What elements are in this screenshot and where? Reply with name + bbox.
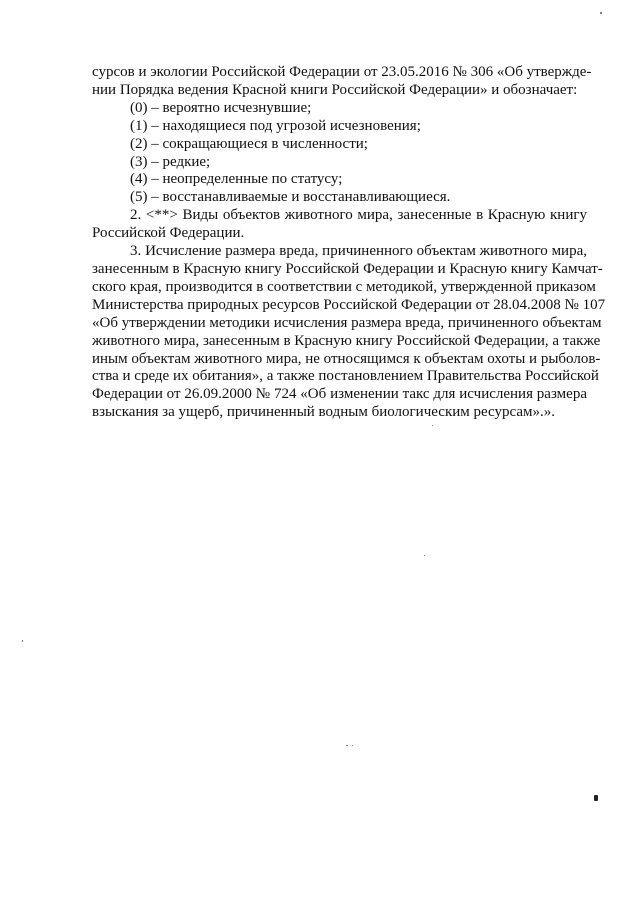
text-line: ского края, производится в соответствии с методикой, утвержденной приказом	[92, 278, 596, 295]
paragraph-3	[92, 243, 606, 422]
category-item: (1) – находящиеся под угрозой исчезновения;	[130, 117, 421, 134]
text-line: взыскания за ущерб, причиненный водным биологическим ресурсам».».	[92, 404, 555, 421]
category-item: (5) – восстанавливаемые и восстанавливающиеся.	[130, 189, 451, 206]
text-line: нии Порядка ведения Красной книги Российской Федерации» и обозначает:	[92, 81, 578, 98]
text-line: 3. Исчисление размера вреда, причиненного объектам животного мира,	[130, 243, 587, 260]
text-line: занесенным в Красную книгу Российской Федерации и Красную книгу Камчат-	[92, 260, 603, 277]
text-line: животного мира, занесенным в Красную книгу Российской Федерации, а также	[92, 332, 601, 349]
text-line: Федерации от 26.09.2000 № 724 «Об изменении такс для исчисления размера	[92, 386, 587, 403]
category-item: (3) – редкие;	[130, 153, 211, 170]
page-mark	[594, 795, 598, 801]
document-body	[92, 64, 606, 422]
text-line: Российской Федерации.	[92, 225, 245, 242]
text-line: 2. <**> Виды объектов животного мира, занесенные в Красную книгу	[130, 207, 587, 224]
category-item: (0) – вероятно исчезнувшие;	[130, 99, 312, 116]
category-item: (2) – сокращающиеся в численности;	[130, 135, 368, 152]
category-item: (4) – неопределенные по статусу;	[130, 171, 343, 188]
paragraph-2	[92, 207, 587, 225]
scan-speck	[424, 555, 425, 556]
text-line: ства и среде их обитания», а также постановлением Правительства Российской	[92, 368, 599, 385]
scan-speck	[22, 640, 23, 642]
scan-speck	[432, 425, 433, 426]
text-line: иным объектам животного мира, не относящимся к объектам охоты и рыболов-	[92, 350, 601, 367]
scan-speck	[600, 12, 602, 14]
text-line: «Об утверждении методики исчисления размера вреда, причиненного объектам	[92, 314, 602, 331]
category-list	[92, 100, 587, 207]
paragraph-2-continued	[92, 225, 587, 243]
text-line: Министерства природных ресурсов Российской Федерации от 28.04.2008 № 107	[92, 296, 606, 313]
scan-speck	[352, 745, 353, 746]
intro-paragraph	[92, 64, 592, 100]
scan-speck	[346, 745, 348, 746]
text-line: сурсов и экологии Российской Федерации от 23.05.2016 № 306 «Об утвержде-	[92, 64, 592, 80]
